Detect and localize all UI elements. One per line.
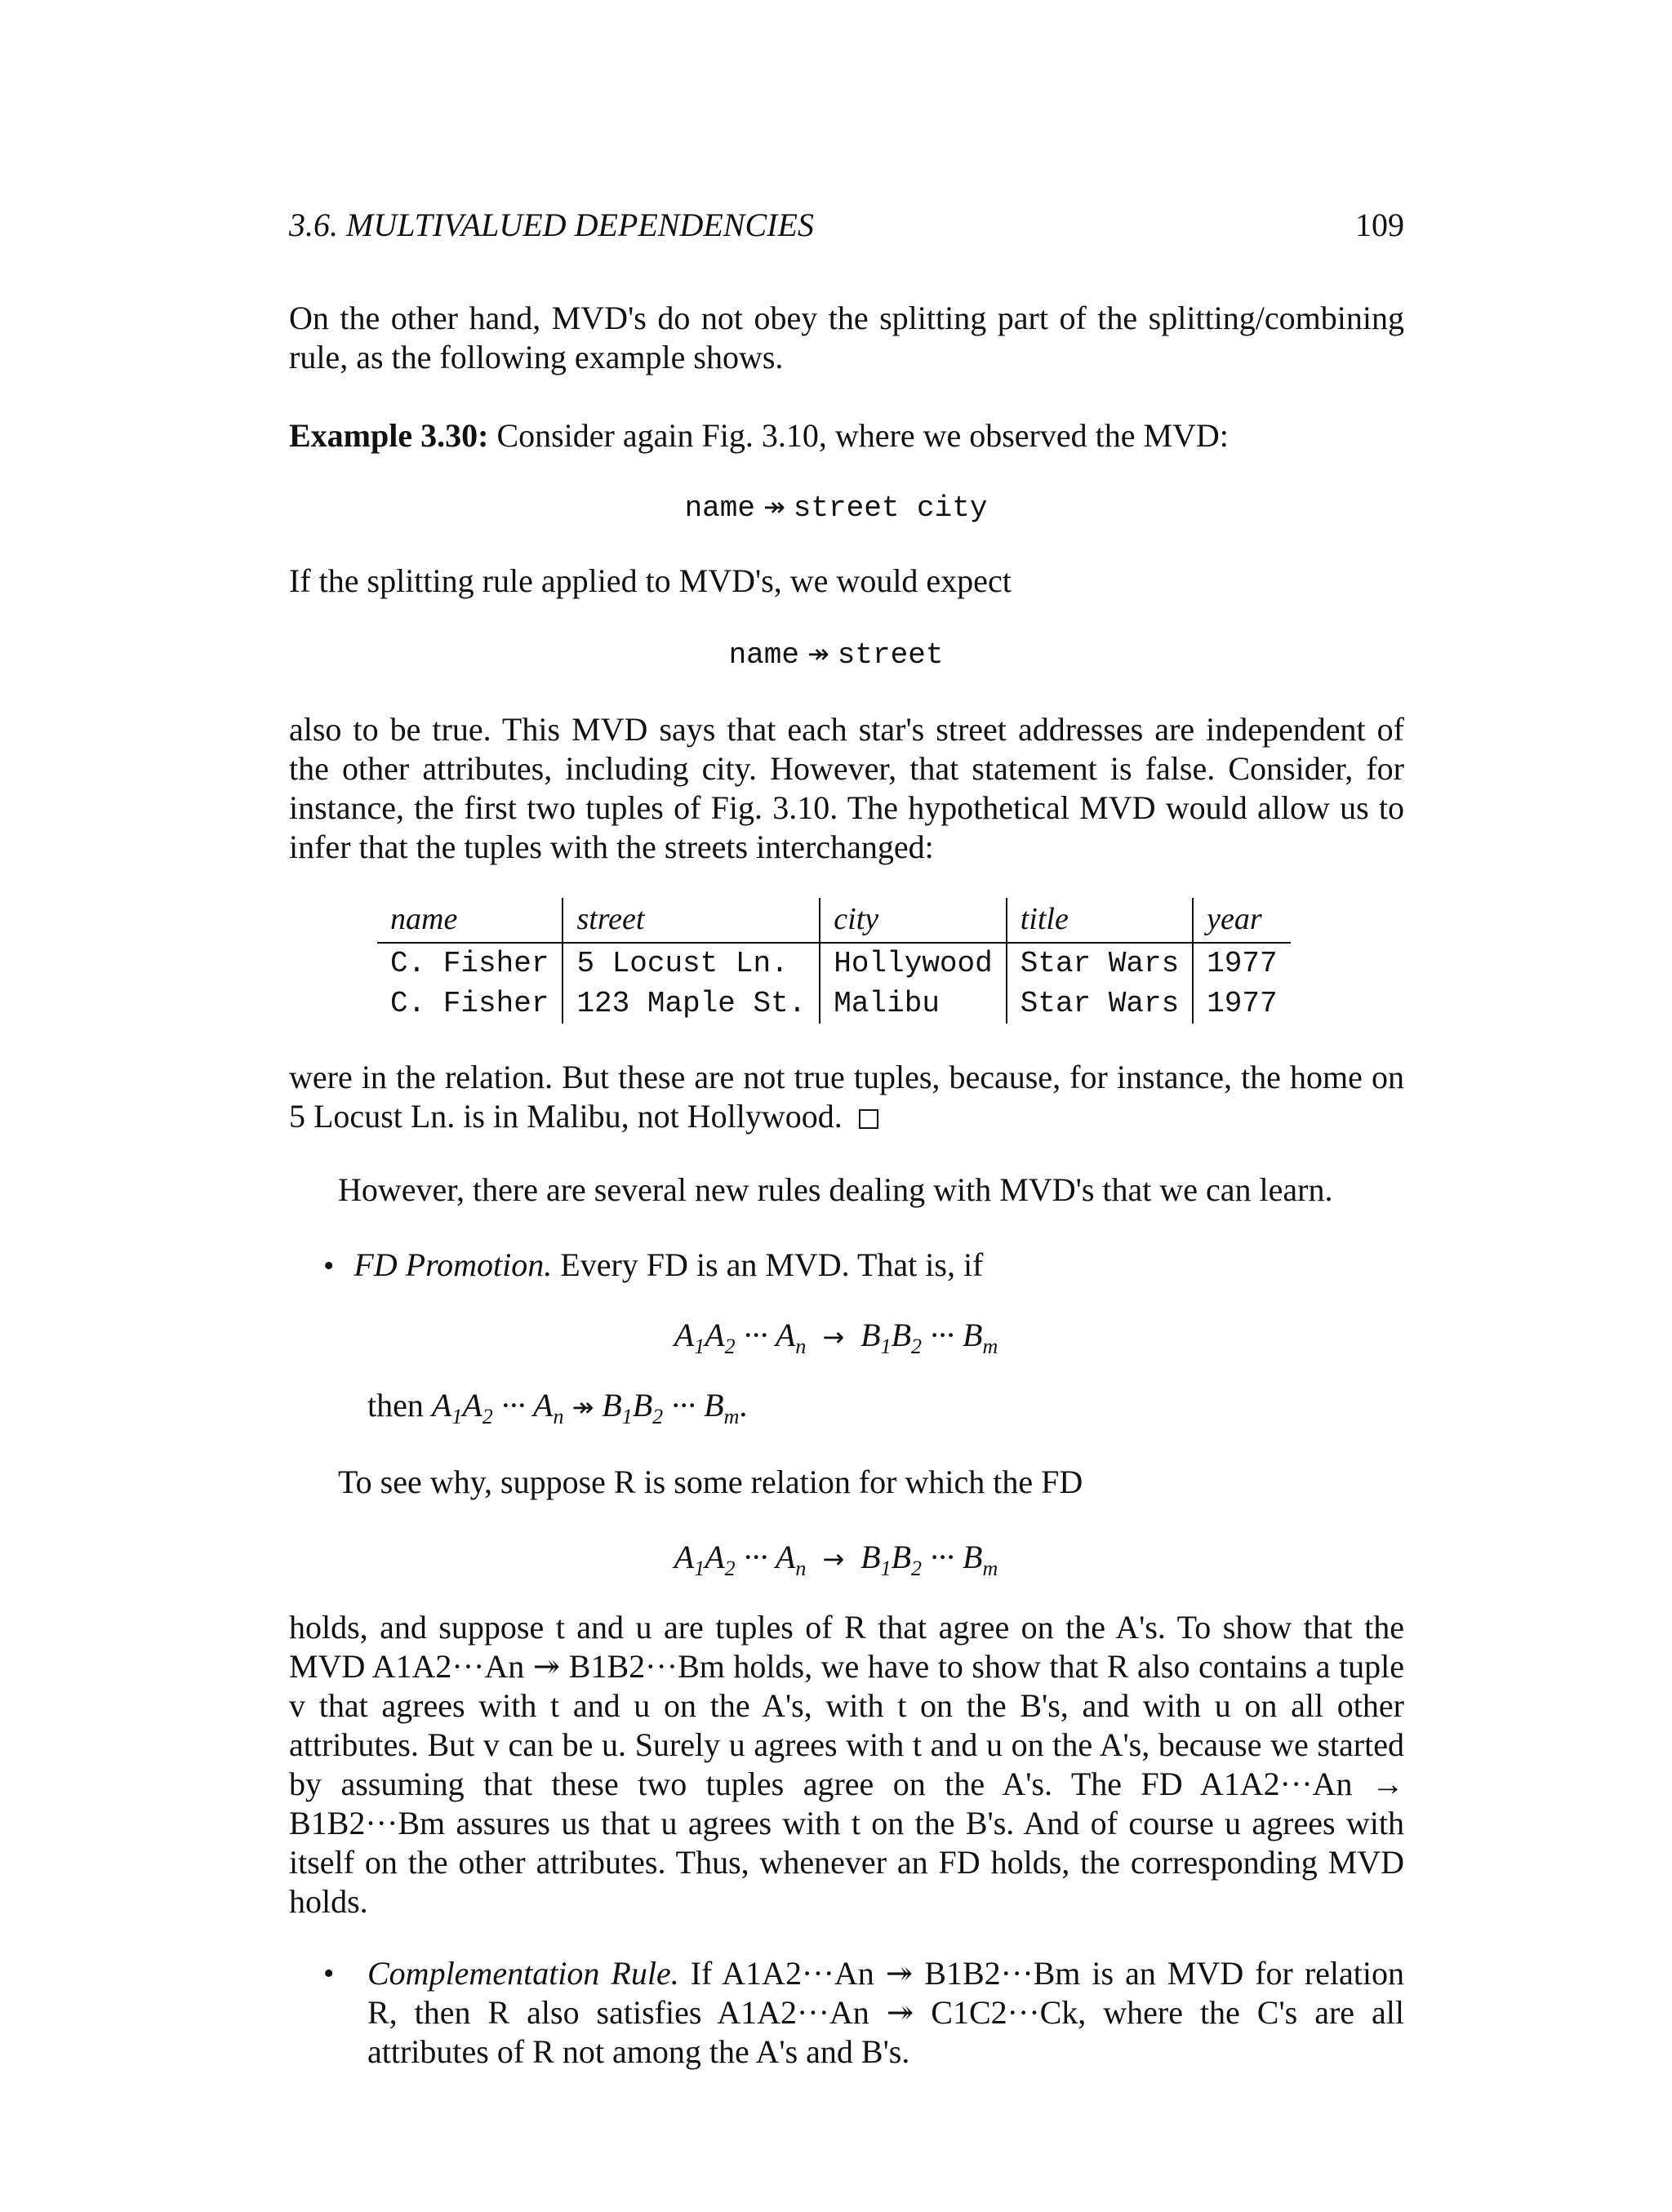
fd-formula-1: $A_1A_2$ ··· $A_n \to B_1B_2$ ··· $B_m$ bbox=[674, 1317, 998, 1358]
multi-arrow-icon: ↠ bbox=[763, 491, 785, 522]
example-paragraph bbox=[289, 416, 1404, 455]
col-header-city: city bbox=[820, 898, 1006, 943]
bullet1-text: Every FD is an MVD. That is, if bbox=[560, 1246, 984, 1283]
multi-arrow-icon: ↠ bbox=[807, 638, 829, 669]
mvd1-right: street city bbox=[793, 491, 988, 525]
table-row bbox=[377, 943, 1291, 984]
mvd-formula-2 bbox=[0, 638, 1672, 672]
bullet2-text: If A1A2···An ↠ B1B2···Bm is an MVD for relation R, then R also satisfies A1A2···An ↠ C1C2···Ck, where the C's are all attributes of R not among the A's and B's. bbox=[367, 1955, 1405, 2070]
paragraph-7: holds, and suppose t and u are tuples of R that agree on the A's. To show that the MVD A1A2···An ↠ B1B2···Bm holds, we have to show that R also contains a tuple v that agrees with t and u on the A's, with t on the B's, and with u on all other attributes. But v can be u. Surely u agrees with t and u on the A's, because we started by assuming that these two tuples agree on the A's. The FD A1A2···An → B1B2···Bm assures us that u agrees with t on the B's. And of course u agrees with itself on the other attributes. Thus, whenever an FD holds, the corresponding MVD holds. bbox=[289, 1609, 1404, 1920]
paragraph-1: On the other hand, MVD's do not obey the splitting part of the splitting/combining rule, as the following example shows. bbox=[289, 300, 1404, 375]
paragraph-2: If the splitting rule applied to MVD's, we would expect bbox=[289, 562, 1012, 599]
paragraph-3 bbox=[289, 710, 1404, 867]
fd-formula-2: $A_1A_2$ ··· $A_n \to B_1B_2$ ··· $B_m$ bbox=[674, 1539, 998, 1580]
table-row bbox=[377, 984, 1291, 1024]
page-number: 109 bbox=[1355, 207, 1404, 243]
cell: C. Fisher bbox=[390, 987, 549, 1020]
cell: 1977 bbox=[1193, 943, 1290, 984]
cell: Malibu bbox=[820, 984, 1006, 1024]
bullet-complementation-rule bbox=[323, 1954, 1404, 2072]
cell: Hollywood bbox=[820, 943, 1006, 984]
paragraph-5: However, there are several new rules dealing with MVD's that we can learn. bbox=[338, 1171, 1333, 1208]
col-header-title: title bbox=[1007, 898, 1193, 943]
mvd2-right: street bbox=[837, 638, 944, 672]
section-title: 3.6. MULTIVALUED DEPENDENCIES bbox=[289, 207, 814, 243]
mvd1-left: name bbox=[684, 491, 755, 525]
bullet-icon: • bbox=[323, 1249, 335, 1283]
cell: 1977 bbox=[1193, 984, 1290, 1024]
paragraph-6: To see why, suppose R is some relation for which the FD bbox=[338, 1464, 1083, 1500]
running-header bbox=[289, 206, 1404, 247]
bullet2-body bbox=[367, 1954, 1404, 2072]
table-header-row bbox=[377, 898, 1291, 943]
mvd2-left: name bbox=[728, 638, 799, 672]
cell: 5 Locust Ln. bbox=[563, 943, 820, 984]
paragraph-4 bbox=[289, 1058, 1404, 1136]
arrow-icon: → bbox=[822, 1321, 845, 1353]
col-header-street: street bbox=[563, 898, 820, 943]
example-label: Example 3.30: bbox=[289, 417, 489, 454]
cell: Star Wars bbox=[1007, 984, 1193, 1024]
col-header-year: year bbox=[1193, 898, 1290, 943]
col-header-name: name bbox=[377, 898, 563, 943]
bullet-fd-promotion bbox=[323, 1246, 1404, 1286]
cell: C. Fisher bbox=[377, 943, 563, 984]
paragraph-3-text: also to be true. This MVD says that each star's street addresses are independent of the other attributes, including city. However, that statement is false. Consider, for instance, the first two tuples of Fig. 3.10. The hypothetical MVD would allow us to infer that the tuples with the streets interchanged: bbox=[289, 711, 1404, 865]
relation-table bbox=[377, 898, 1291, 1024]
bullet-icon: • bbox=[323, 1957, 335, 1991]
relation-table-wrap bbox=[377, 898, 1291, 1024]
bullet2-title: Complementation Rule. bbox=[367, 1955, 679, 1992]
end-of-example-icon bbox=[859, 1109, 878, 1129]
paragraph-4-text: were in the relation. But these are not true tuples, because, for instance, the home on 5 Locust Ln. is in Malibu, not Hollywood. bbox=[289, 1059, 1404, 1135]
multi-arrow-icon: ↠ bbox=[571, 1392, 594, 1423]
mvd-formula-1 bbox=[0, 491, 1672, 525]
bullet1-title: FD Promotion. bbox=[354, 1246, 553, 1283]
cell: 123 Maple St. bbox=[563, 984, 820, 1024]
cell: Star Wars bbox=[1007, 943, 1193, 984]
example-text: Consider again Fig. 3.10, where we observed the MVD: bbox=[496, 417, 1229, 454]
arrow-icon: → bbox=[822, 1544, 845, 1575]
then-text: then bbox=[367, 1387, 424, 1424]
then-line: then $A_1A_2$ ··· $A_n$ ↠ $B_1B_2$ ··· $B_m$. bbox=[367, 1387, 748, 1428]
